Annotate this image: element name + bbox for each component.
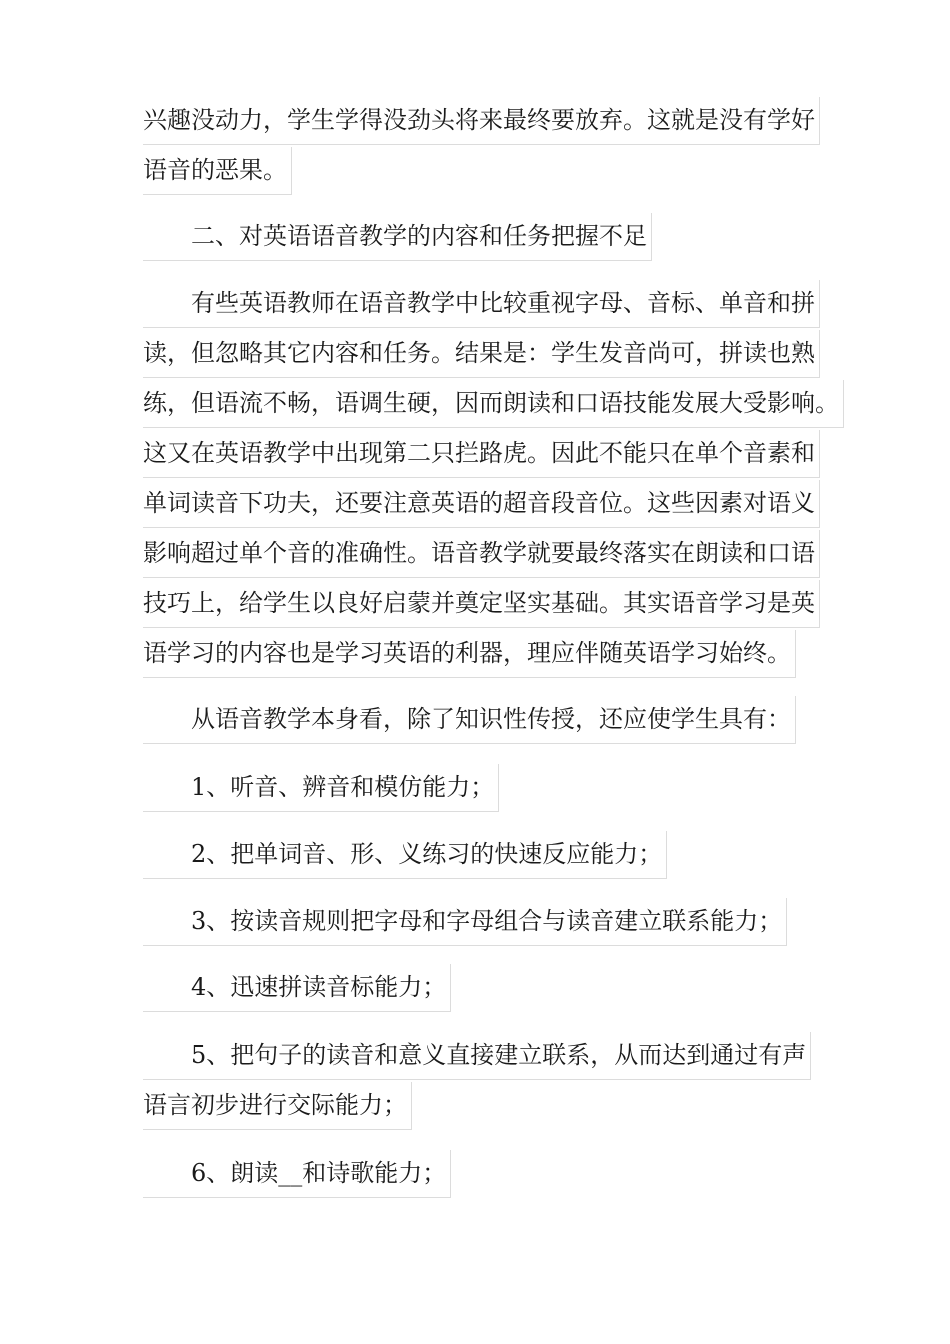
text-line <box>143 430 844 480</box>
text-line <box>143 213 652 263</box>
list-item-text: 1、听音、辨音和模仿能力； <box>143 764 499 812</box>
text-line <box>143 530 844 580</box>
text-line <box>143 580 844 630</box>
text-line <box>143 1032 811 1082</box>
line-text: 有些英语教师在语音教学中比较重视字母、音标、单音和拼 <box>143 280 820 328</box>
list-item-2 <box>143 831 667 881</box>
line-text: 影响超过单个音的准确性。语音教学就要最终落实在朗读和口语 <box>143 530 820 578</box>
line-text: 技巧上，给学生以良好启蒙并奠定坚实基础。其实语音学习是英 <box>143 580 820 628</box>
line-text: 这又在英语教学中出现第二只拦路虎。因此不能只在单个音素和 <box>143 430 820 478</box>
line-text: 从语音教学本身看，除了知识性传授，还应使学生具有： <box>143 696 796 744</box>
list-item-6 <box>143 1150 451 1200</box>
text-line <box>143 898 787 948</box>
heading-text: 二、对英语语音教学的内容和任务把握不足 <box>143 213 652 261</box>
line-text: 练，但语流不畅，语调生硬，因而朗读和口语技能发展大受影响。 <box>143 380 844 428</box>
text-line <box>143 696 796 746</box>
text-line <box>143 480 844 530</box>
line-text: 单词读音下功夫，还要注意英语的超音段音位。这些因素对语义 <box>143 480 820 528</box>
list-item-text: 5、把句子的读音和意义直接建立联系，从而达到通过有声 <box>143 1032 811 1080</box>
line-text: 兴趣没动力，学生学得没劲头将来最终要放弃。这就是没有学好 <box>143 97 820 145</box>
list-item-text: 语言初步进行交际能力； <box>143 1082 412 1130</box>
text-line <box>143 831 667 881</box>
paragraph-intro <box>143 696 796 746</box>
text-line <box>143 380 844 430</box>
list-item-text: 6、朗读__和诗歌能力； <box>143 1150 451 1198</box>
list-item-4 <box>143 964 451 1014</box>
list-item-5 <box>143 1032 811 1132</box>
text-line <box>143 280 844 330</box>
text-line <box>143 147 820 197</box>
list-item-3 <box>143 898 787 948</box>
text-line <box>143 1082 811 1132</box>
paragraph-consequence <box>143 97 820 197</box>
section-heading-two <box>143 213 652 263</box>
line-text: 读，但忽略其它内容和任务。结果是：学生发音尚可，拼读也熟 <box>143 330 820 378</box>
text-line <box>143 97 820 147</box>
list-item-text: 3、按读音规则把字母和字母组合与读音建立联系能力； <box>143 898 787 946</box>
list-item-text: 4、迅速拼读音标能力； <box>143 964 451 1012</box>
text-line <box>143 764 499 814</box>
text-line <box>143 330 844 380</box>
line-text: 语音的恶果。 <box>143 147 292 195</box>
text-line <box>143 964 451 1014</box>
line-text: 语学习的内容也是学习英语的利器，理应伴随英语学习始终。 <box>143 630 796 678</box>
list-item-1 <box>143 764 499 814</box>
list-item-text: 2、把单词音、形、义练习的快速反应能力； <box>143 831 667 879</box>
paragraph-body <box>143 280 844 680</box>
text-line <box>143 630 844 680</box>
text-line <box>143 1150 451 1200</box>
